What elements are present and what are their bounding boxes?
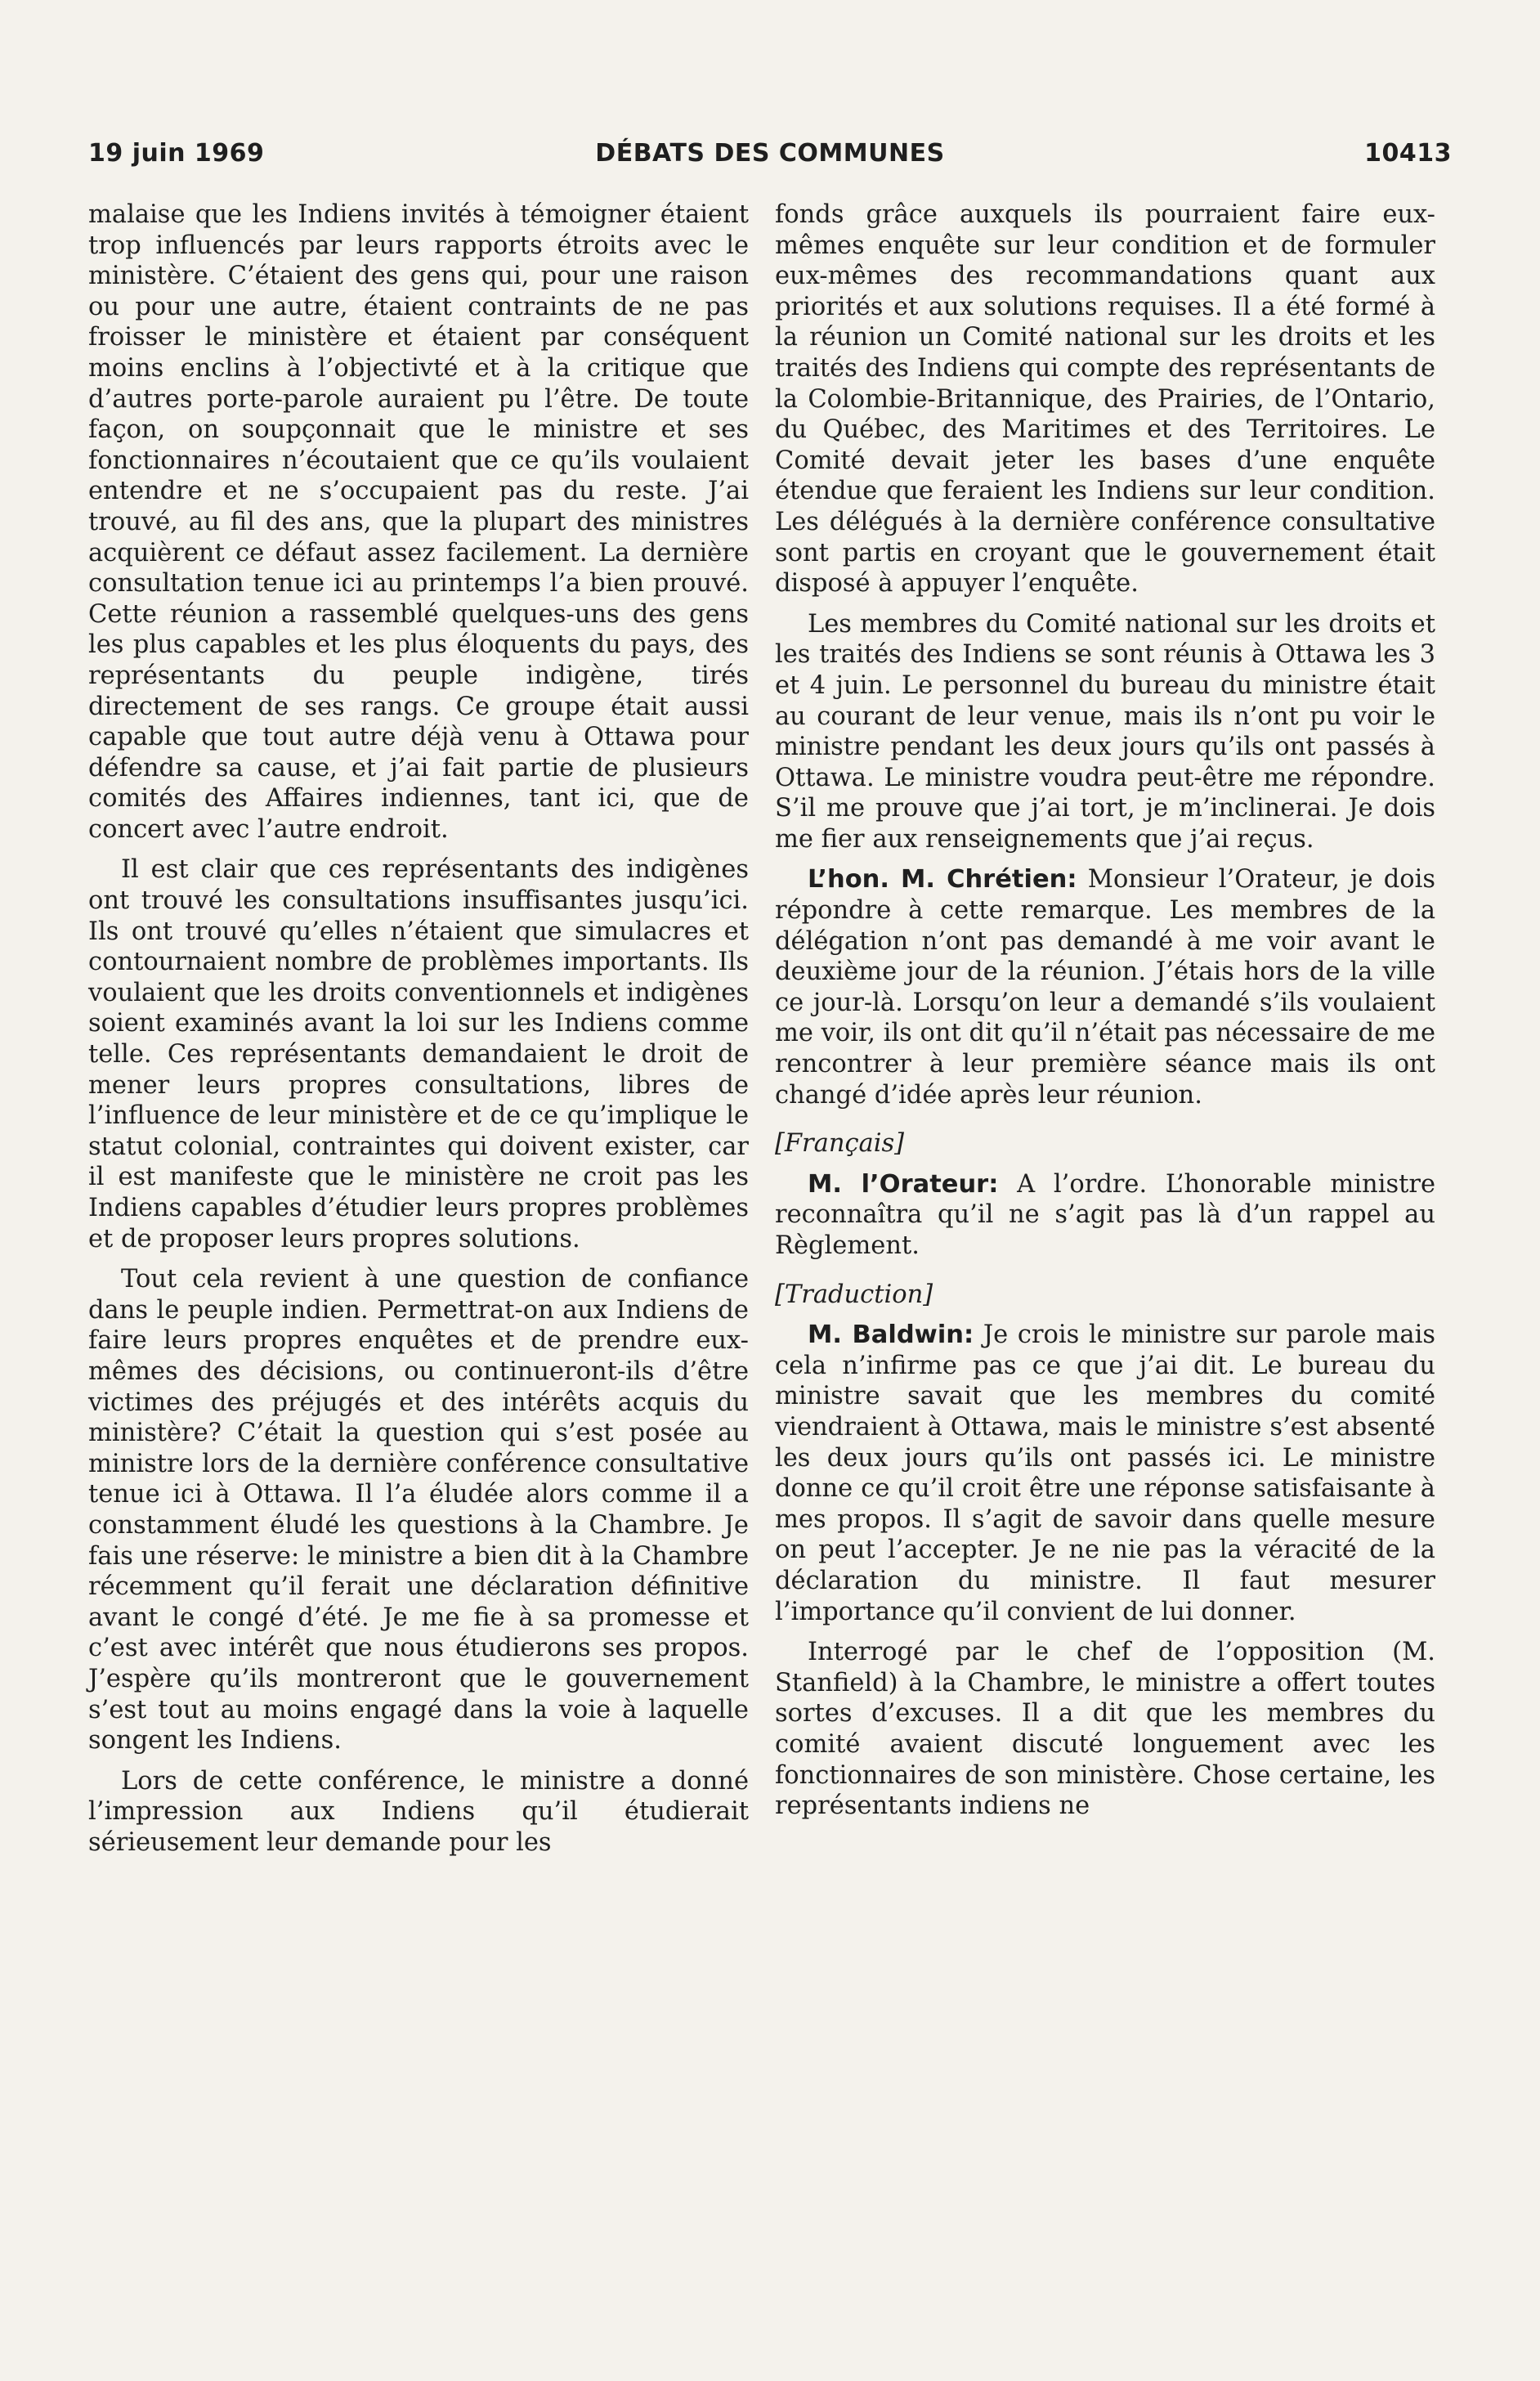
speech-paragraph <box>775 1169 1435 1262</box>
paragraph: Interrogé par le chef de l’opposition (M. Stanfield) à la Chambre, le ministre a offert toutes sortes d’excuses. Il a dit que les membres du comité avaient discuté longuement avec les fonctionnaires de son ministère. Chose certaine, les représentants indiens ne <box>775 1638 1435 1821</box>
paragraph: malaise que les Indiens invités à témoigner étaient trop influencés par leurs rapports étroits avec le ministère. C’étaient des gens qui, pour une raison ou pour une autre, étaient contraints de ne pas froisser le ministère et étaient par conséquent moins enclins à l’objectivté et à la critique que d’autres porte-parole auraient pu l’être. De toute façon, on soupçonnait que le ministre et ses fonctionnaires n’écoutaient que ce qu’ils voulaient entendre et ne s’occupaient pas du reste. J’ai trouvé, au fil des ans, que la plupart des ministres acquièrent ce défaut assez facilement. La dernière consultation tenue ici au printemps l’a bien prouvé. Cette réunion a rassemblé quelques-uns des gens les plus capables et les plus éloquents du pays, des représentants du peuple indigène, tirés directement de ses rangs. Ce groupe était aussi capable que tout autre déjà venu à Ottawa pour défendre sa cause, et j’ai fait partie de plusieurs comités des Affaires indiennes, tant ici, que de concert avec l’autre endroit. <box>88 200 749 844</box>
speaker-name: L’hon. M. Chrétien: <box>808 865 1077 895</box>
speech-paragraph <box>775 1320 1435 1627</box>
speaker-name: M. l’Orateur: <box>808 1169 999 1199</box>
language-tag: [Français] <box>775 1129 905 1159</box>
speech-text: Monsieur l’Orateur, je dois répondre à cette remarque. Les membres de la délégation n’ont pas demandé à me voir avant le deuxième jour de la réunion. J’étais hors de la ville ce jour-là. Lorsqu’on leur a demandé s’ils voulaient me voir, ils ont dit qu’il n’était pas nécessaire de me rencontrer à leur première séance mais ils ont changé d’idée après leur réunion. <box>775 865 1435 1110</box>
right-column <box>775 200 1435 1832</box>
paragraph: Les membres du Comité national sur les droits et les traités des Indiens se sont réunis à Ottawa les 3 et 4 juin. Le personnel du bureau du ministre était au courant de leur venue, mais ils n’ont pu voir le ministre pendant les deux jours qu’ils ont passés à Ottawa. Le ministre voudra peut-être me répondre. S’il me prouve que j’ai tort, je m’inclinerai. Je dois me fier aux renseignements que j’ai reçus. <box>775 609 1435 854</box>
speech-text: Je crois le ministre sur parole mais cela n’infirme pas ce que j’ai dit. Le bureau du ministre savait que les membres du comité viendraient à Ottawa, mais le ministre s’est absenté les deux jours qu’ils ont passés ici. Le ministre donne ce qu’il croit être une réponse satisfaisante à mes propos. Il s’agit de savoir dans quelle mesure on peut l’accepter. Je ne nie pas la véracité de la déclaration du ministre. Il faut mesurer l’importance qu’il convient de lui donner. <box>775 1321 1435 1626</box>
paragraph: fonds grâce auxquels ils pourraient faire eux-mêmes enquête sur leur condition et de formuler eux-mêmes des recommandations quant aux priorités et aux solutions requises. Il a été formé à la réunion un Comité national sur les droits et les traités des Indiens qui compte des représentants de la Colombie-Britannique, des Prairies, de l’Ontario, du Québec, des Maritimes et des Territoires. Le Comité devait jeter les bases d’une enquête étendue que feraient les Indiens sur leur condition. Les délégués à la dernière conférence consultative sont partis en croyant que le gouvernement était disposé à appuyer l’enquête. <box>775 200 1435 599</box>
header-title: DÉBATS DES COMMUNES <box>595 139 945 168</box>
speech-paragraph <box>775 864 1435 1110</box>
page-header <box>88 139 1452 175</box>
speech-text: A l’ordre. L’honorable ministre reconnaîtra qu’il ne s’agit pas là d’un rappel au Règlement. <box>775 1169 1435 1260</box>
paragraph: Tout cela revient à une question de confiance dans le peuple indien. Permettrat-on aux Indiens de faire leurs propres enquêtes et de prendre eux-mêmes des décisions, ou continueront-ils d’être victimes des préjugés et des intérêts acquis du ministère? C’était la question qui s’est posée au ministre lors de la dernière conférence consultative tenue ici à Ottawa. Il l’a éludée alors comme il a constamment éludé les questions à la Chambre. Je fais une réserve: le ministre a bien dit à la Chambre récemment qu’il ferait une déclaration définitive avant le congé d’été. Je me fie à sa promesse et c’est avec intérêt que nous étudierons ses propos. J’espère qu’ils montreront que le gouvernement s’est tout au moins engagé dans la voie à laquelle songent les Indiens. <box>88 1265 749 1755</box>
left-column <box>88 200 749 1868</box>
paragraph: Il est clair que ces représentants des indigènes ont trouvé les consultations insuffisantes jusqu’ici. Ils ont trouvé qu’elles n’étaient que simulacres et contournaient nombre de problèmes importants. Ils voulaient que les droits conventionnels et indigènes soient examinés avant la loi sur les Indiens comme telle. Ces représentants demandaient le droit de mener leurs propres consultations, libres de l’influence de leur ministère et de ce qu’implique le statut colonial, contraintes qui doivent exister, car il est manifeste que le ministère ne croit pas les Indiens capables d’étudier leurs propres problèmes et de proposer leurs propres solutions. <box>88 855 749 1253</box>
language-tag: [Traduction] <box>775 1280 933 1309</box>
paragraph: Lors de cette conférence, le ministre a donné l’impression aux Indiens qu’il étudierait sérieusement leur demande pour les <box>88 1766 749 1857</box>
speaker-name: M. Baldwin: <box>808 1321 974 1350</box>
page-number: 10413 <box>1364 139 1452 168</box>
header-date: 19 juin 1969 <box>88 139 265 168</box>
